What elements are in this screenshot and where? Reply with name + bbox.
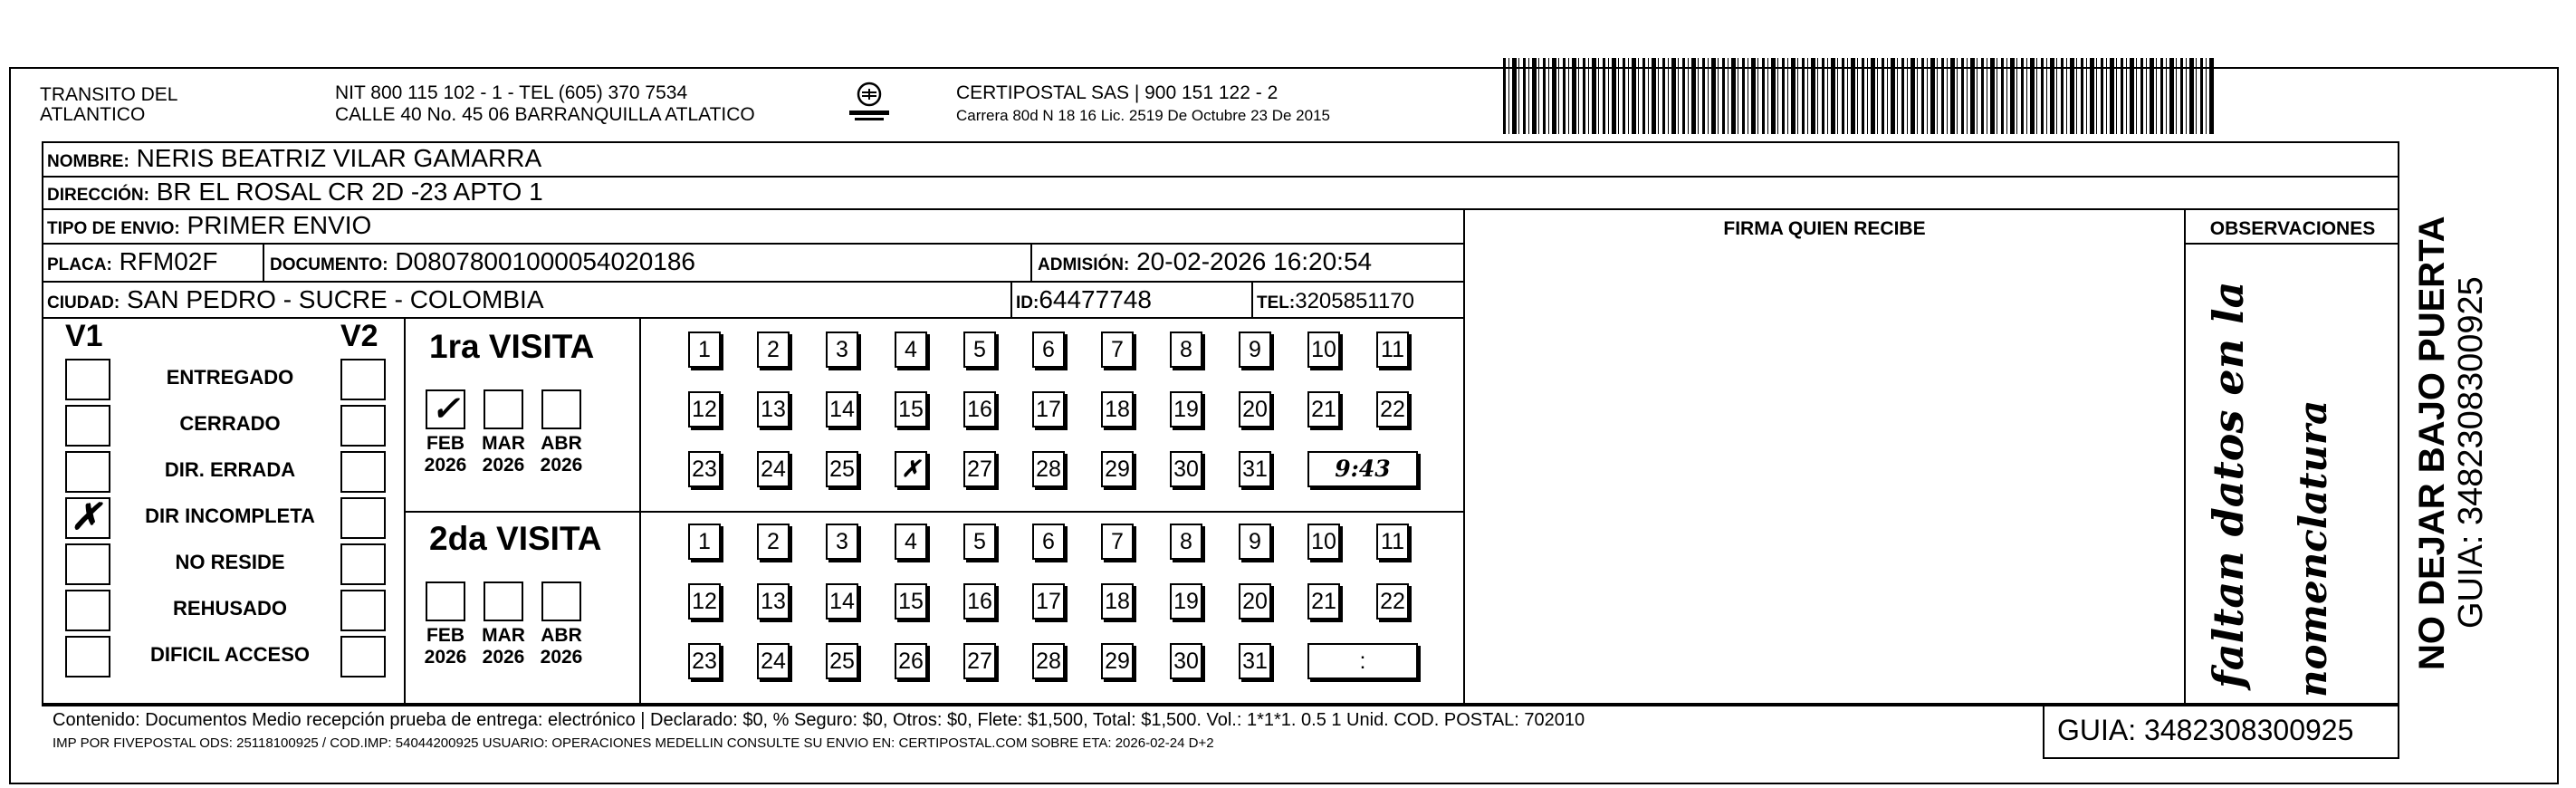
status-reason-label: DIR INCOMPLETA: [145, 505, 315, 527]
v1-check-mark: ✗: [71, 495, 101, 538]
day-box[interactable]: 27: [963, 451, 996, 487]
admision-value: 20-02-2026 16:20:54: [1136, 247, 1373, 275]
month-checkbox[interactable]: [484, 389, 523, 429]
v1-label: V1: [65, 319, 103, 353]
day-box[interactable]: 25: [826, 643, 858, 679]
month-checkbox[interactable]: [426, 581, 465, 621]
observation-line1: faltan datos en la: [2204, 281, 2253, 688]
month-label: MAR 2026: [482, 625, 525, 668]
day-box[interactable]: 10: [1307, 524, 1340, 560]
no-dejar-warning: NO DEJAR BAJO PUERTA: [2412, 216, 2452, 670]
id-cell: ID:64477748: [1016, 285, 1152, 313]
day-box[interactable]: 17: [1032, 391, 1065, 428]
status-reason-label: NO RESIDE: [175, 551, 285, 573]
day-box[interactable]: 9: [1239, 332, 1271, 368]
side-guia: GUIA: 3482308300925: [2452, 276, 2490, 629]
day-box[interactable]: 28: [1032, 451, 1065, 487]
documento-cell: DOCUMENTO: D08078001000054020186: [270, 247, 695, 275]
month-checkbox[interactable]: [484, 581, 523, 621]
day-box[interactable]: 15: [895, 583, 927, 620]
day-box[interactable]: 5: [963, 524, 996, 560]
day-box[interactable]: 23: [688, 451, 721, 487]
tel-cell: TEL:3205851170: [1257, 289, 1414, 313]
day-box[interactable]: 2: [757, 332, 790, 368]
status-reason-label: REHUSADO: [173, 597, 287, 620]
day-box[interactable]: 6: [1032, 332, 1065, 368]
v1-checkbox[interactable]: [65, 497, 110, 539]
time-box[interactable]: :: [1307, 643, 1418, 679]
day-box[interactable]: 24: [757, 451, 790, 487]
tel-value: 3205851170: [1295, 289, 1414, 313]
footer-imp: IMP POR FIVEPOSTAL ODS: 25118100925 / COD.IMP: 54044200925 USUARIO: OPERACIONES MEDELLIN CONSULTE SU ENVIO EN: CERTIPOSTAL.COM SOBRE ETA: 2026-02-24 D+2: [53, 735, 1214, 751]
footer-contenido: Contenido: Documentos Medio recepción prueba de entrega: electrónico | Declarado: $0, % Seguro: $0, Otros: $0, Flete: $1,500, Total: $1,500. Vol.: 1*1*1. 0.5 1 Unid. COD. POSTAL: 702010: [53, 710, 1585, 730]
id-value: 64477748: [1039, 285, 1152, 313]
day-box[interactable]: 29: [1101, 451, 1134, 487]
day-box[interactable]: 22: [1376, 583, 1409, 620]
status-reason-label: ENTREGADO: [166, 366, 294, 389]
v1-checkbox[interactable]: [65, 405, 110, 447]
status-reason-label: CERRADO: [179, 412, 281, 435]
day-box[interactable]: 20: [1239, 583, 1271, 620]
day-box[interactable]: 28: [1032, 643, 1065, 679]
month-label: ABR 2026: [540, 433, 583, 476]
day-box[interactable]: 31: [1239, 451, 1271, 487]
day-box[interactable]: 17: [1032, 583, 1065, 620]
documento-value: D08078001000054020186: [395, 247, 695, 275]
direccion-value: BR EL ROSAL CR 2D -23 APTO 1: [156, 178, 543, 206]
day-box[interactable]: 7: [1101, 332, 1134, 368]
day-box[interactable]: 31: [1239, 643, 1271, 679]
day-box[interactable]: 16: [963, 583, 996, 620]
day-box[interactable]: 23: [688, 643, 721, 679]
month-checkbox[interactable]: [426, 389, 465, 429]
day-box[interactable]: 30: [1170, 451, 1202, 487]
day-box[interactable]: 26: [895, 643, 927, 679]
day-box[interactable]: 18: [1101, 583, 1134, 620]
day-box[interactable]: 9: [1239, 524, 1271, 560]
day-box[interactable]: 16: [963, 391, 996, 428]
v1-checkbox[interactable]: [65, 451, 110, 493]
footer-guia: GUIA: 3482308300925: [2057, 714, 2354, 746]
v1-checkbox[interactable]: [65, 543, 110, 585]
day-box[interactable]: ✗: [895, 451, 927, 487]
status-reason-label: DIR. ERRADA: [164, 458, 296, 481]
month-check-mark: ✓: [431, 388, 460, 428]
tipo-envio-row: TIPO DE ENVIO: PRIMER ENVIO: [47, 211, 372, 239]
license-line: Carrera 80d N 18 16 Lic. 2519 De Octubre 23 De 2015: [956, 107, 1330, 124]
visit2-title: 2da VISITA: [429, 520, 602, 557]
day-box[interactable]: 24: [757, 643, 790, 679]
day-box[interactable]: 27: [963, 643, 996, 679]
placa-cell: PLACA: RFM02F: [47, 247, 218, 275]
firma-header: FIRMA QUIEN RECIBE: [1723, 218, 1926, 239]
company-line: CERTIPOSTAL SAS | 900 151 122 - 2: [956, 82, 1278, 103]
nombre-value: NERIS BEATRIZ VILAR GAMARRA: [136, 144, 542, 172]
address-line: CALLE 40 No. 45 06 BARRANQUILLA ATLATICO: [335, 104, 755, 125]
tipo-envio-value: PRIMER ENVIO: [187, 211, 372, 239]
day-box[interactable]: 30: [1170, 643, 1202, 679]
day-box[interactable]: 14: [826, 391, 858, 428]
ciudad-value: SAN PEDRO - SUCRE - COLOMBIA: [127, 285, 544, 313]
nombre-row: NOMBRE: NERIS BEATRIZ VILAR GAMARRA: [47, 144, 542, 172]
direccion-row: DIRECCIÓN: BR EL ROSAL CR 2D -23 APTO 1: [47, 178, 543, 206]
day-box[interactable]: 3: [826, 524, 858, 560]
v1-checkbox[interactable]: [65, 359, 110, 400]
day-box[interactable]: 11: [1376, 332, 1409, 368]
day-box[interactable]: 13: [757, 583, 790, 620]
day-box[interactable]: 19: [1170, 583, 1202, 620]
ciudad-cell: CIUDAD: SAN PEDRO - SUCRE - COLOMBIA: [47, 285, 544, 313]
time-box[interactable]: 9:43: [1307, 451, 1418, 487]
day-box[interactable]: 19: [1170, 391, 1202, 428]
nit-line: NIT 800 115 102 - 1 - TEL (605) 370 7534: [335, 82, 688, 103]
day-box[interactable]: 15: [895, 391, 927, 428]
day-box[interactable]: 11: [1376, 524, 1409, 560]
day-box[interactable]: 8: [1170, 524, 1202, 560]
day-box[interactable]: 10: [1307, 332, 1340, 368]
month-label: FEB 2026: [424, 625, 467, 668]
month-label: MAR 2026: [482, 433, 525, 476]
month-label: FEB 2026: [424, 433, 467, 476]
day-box[interactable]: 8: [1170, 332, 1202, 368]
day-box[interactable]: 20: [1239, 391, 1271, 428]
day-box[interactable]: 1: [688, 524, 721, 560]
day-box[interactable]: 13: [757, 391, 790, 428]
day-box[interactable]: 2: [757, 524, 790, 560]
day-box[interactable]: 22: [1376, 391, 1409, 428]
day-box[interactable]: 3: [826, 332, 858, 368]
day-box[interactable]: 12: [688, 583, 721, 620]
visit1-title: 1ra VISITA: [429, 328, 595, 365]
day-box[interactable]: 14: [826, 583, 858, 620]
month-checkbox[interactable]: [541, 389, 581, 429]
day-box[interactable]: 18: [1101, 391, 1134, 428]
observaciones-header: OBSERVACIONES: [2209, 218, 2376, 239]
observation-line2: nomenclatura: [2291, 399, 2335, 697]
day-box[interactable]: 29: [1101, 643, 1134, 679]
v2-label: V2: [340, 319, 378, 353]
day-box[interactable]: 4: [895, 524, 927, 560]
day-box[interactable]: 1: [688, 332, 721, 368]
day-box[interactable]: 7: [1101, 524, 1134, 560]
day-box[interactable]: 5: [963, 332, 996, 368]
day-box[interactable]: 4: [895, 332, 927, 368]
status-reason-label: DIFICIL ACCESO: [149, 643, 310, 666]
v1-checkbox[interactable]: [65, 636, 110, 677]
month-label: ABR 2026: [540, 625, 583, 668]
placa-value: RFM02F: [119, 247, 218, 275]
month-checkbox[interactable]: [541, 581, 581, 621]
day-box[interactable]: 6: [1032, 524, 1065, 560]
org-name: TRANSITO DEL ATLANTICO: [40, 84, 177, 125]
day-box[interactable]: 21: [1307, 583, 1340, 620]
day-box[interactable]: 21: [1307, 391, 1340, 428]
admision-cell: ADMISIÓN: 20-02-2026 16:20:54: [1038, 247, 1373, 275]
v1-checkbox[interactable]: [65, 590, 110, 631]
day-box[interactable]: 12: [688, 391, 721, 428]
day-box[interactable]: 25: [826, 451, 858, 487]
